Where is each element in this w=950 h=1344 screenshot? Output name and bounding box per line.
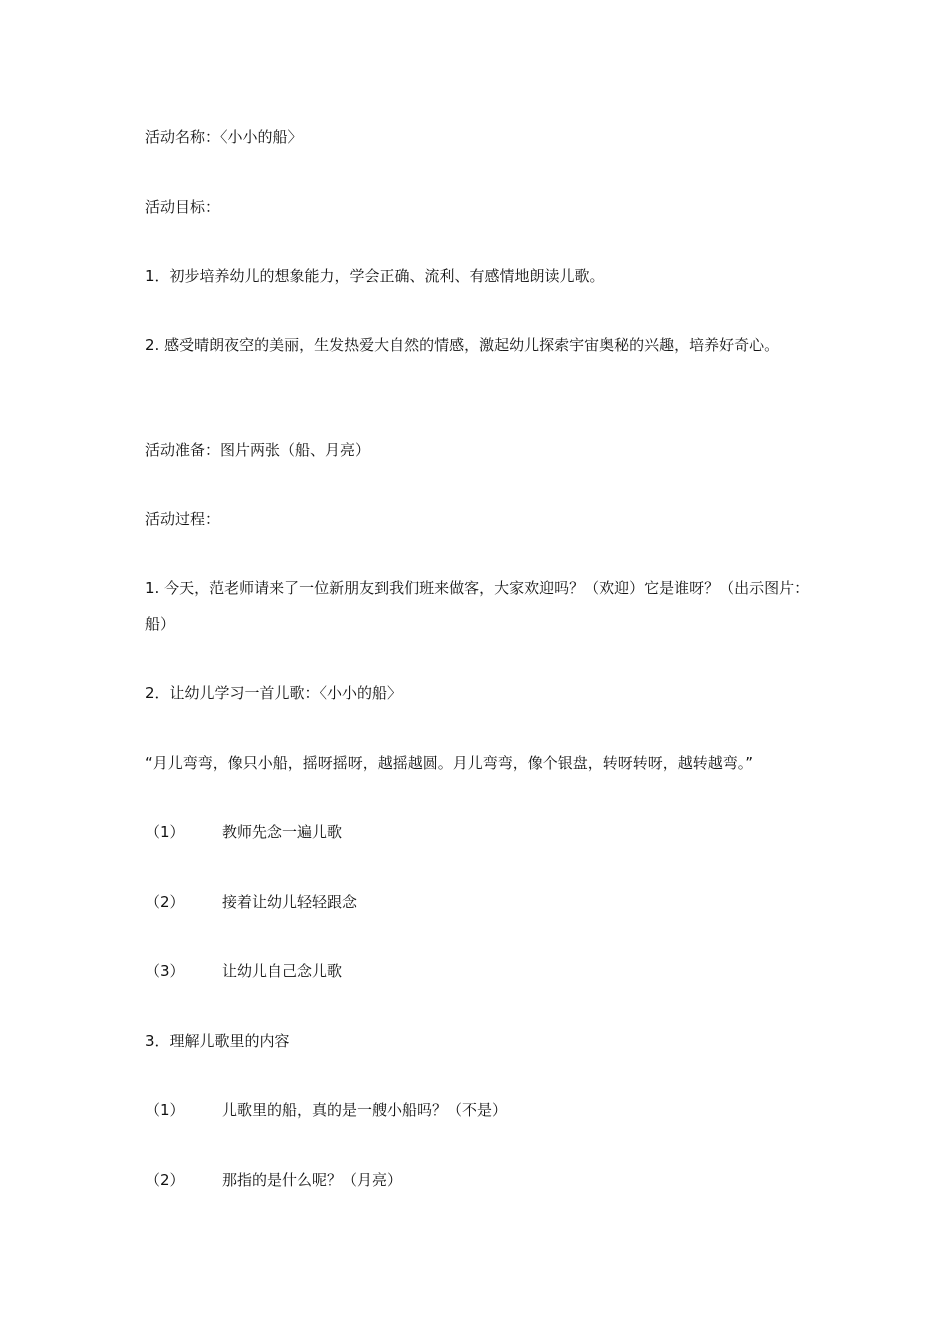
list-item-number: （2） <box>145 893 185 911</box>
preparation: 活动准备：图片两张（船、月亮） <box>145 441 371 459</box>
list-item-text: 教师先念一遍儿歌 <box>222 823 343 841</box>
list-item-number: （2） <box>145 1171 185 1189</box>
list-item-text: 接着让幼儿轻轻跟念 <box>222 893 358 911</box>
step-1: 1. 今天，范老师请来了一位新朋友到我们班来做客，大家欢迎吗？（欢迎）它是谁呀？（出示图片：船） <box>145 579 810 633</box>
list-item-text: 那指的是什么呢？（月亮） <box>222 1171 403 1189</box>
list-item-number: （3） <box>145 962 185 980</box>
goals-heading: 活动目标： <box>145 198 221 216</box>
step-3: 3．理解儿歌里的内容 <box>145 1032 290 1050</box>
goal-2: 2. 感受晴朗夜空的美丽，生发热爱大自然的情感，激起幼儿探索宇宙奥秘的兴趣，培养好奇心。 <box>145 336 780 354</box>
list-item-number: （1） <box>145 823 185 841</box>
list-item-text: 让幼儿自己念儿歌 <box>222 962 343 980</box>
list-item <box>145 1100 815 1120</box>
list-item <box>145 822 815 842</box>
list-item <box>145 1170 815 1190</box>
goal-1: 1．初步培养幼儿的想象能力，学会正确、流利、有感情地朗读儿歌。 <box>145 267 605 285</box>
list-item <box>145 961 815 981</box>
list-item-text: 儿歌里的船，真的是一艘小船吗？（不是） <box>222 1101 508 1119</box>
list-item-number: （1） <box>145 1101 185 1119</box>
list-item <box>145 892 815 912</box>
process-heading: 活动过程： <box>145 510 221 528</box>
activity-name: 活动名称：〈小小的船〉 <box>145 128 303 146</box>
step-2: 2．让幼儿学习一首儿歌：〈小小的船〉 <box>145 684 403 702</box>
poem: “月儿弯弯，像只小船，摇呀摇呀，越摇越圆。月儿弯弯，像个银盘，转呀转呀，越转越弯。” <box>145 754 754 772</box>
